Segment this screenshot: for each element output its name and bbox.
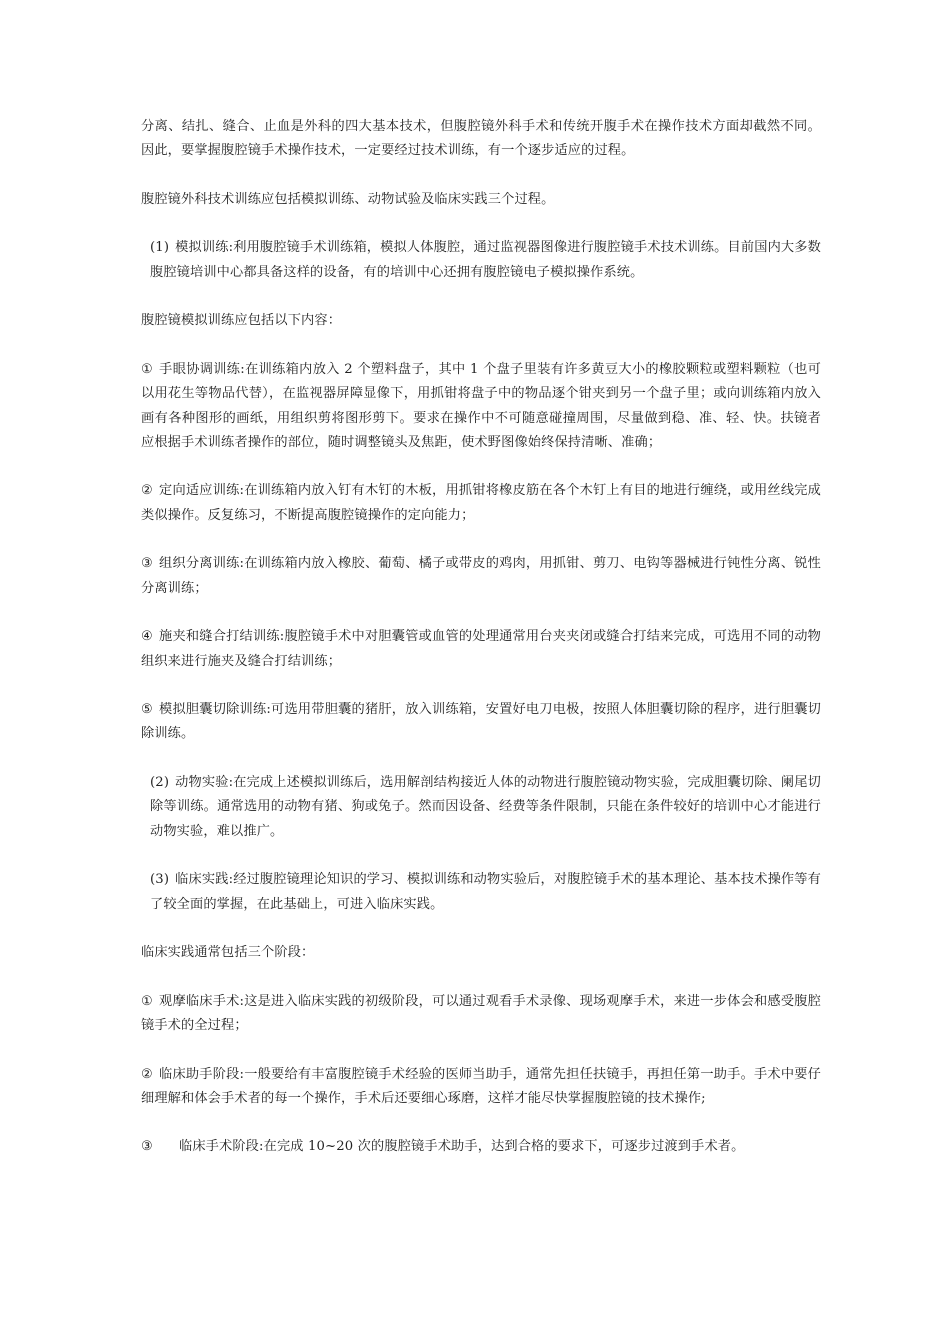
list-item-hand-eye [141, 358, 821, 455]
paragraph-text: 施夹和缝合打结训练:腹腔镜手术中对胆囊管或血管的处理通常用台夹夹闭或缝合打结来完成，可选用不同的动物组织来进行施夹及缝合打结训练； [141, 629, 821, 669]
list-item-orientation [141, 479, 821, 528]
paragraph-simulation-training [141, 236, 821, 285]
paragraph-text: 临床实践通常包括三个阶段： [141, 945, 315, 961]
paragraph-clinical-practice [141, 868, 821, 917]
paragraph-simulation-contents [141, 309, 821, 333]
paragraph-text: 定向适应训练:在训练箱内放入钉有木钉的木板，用抓钳将橡皮筋在各个木钉上有目的地进行缠绕，或用丝线完成类似操作。反复练习，不断提高腹腔镜操作的定向能力； [141, 483, 821, 523]
paragraph-intro [141, 115, 821, 164]
paragraph-text: 观摩临床手术:这是进入临床实践的初级阶段，可以通过观看手术录像、现场观摩手术，来进一步体会和感受腹腔镜手术的全过程； [141, 993, 821, 1033]
list-item-tissue-separation [141, 552, 821, 601]
paragraph-clinical-stages [141, 941, 821, 965]
list-marker: ① [141, 361, 153, 377]
list-marker: ③ [141, 1139, 153, 1155]
paragraph-text: 模拟训练:利用腹腔镜手术训练箱，模拟人体腹腔，通过监视器图像进行腹腔镜手术技术训练。目前国内大多数腹腔镜培训中心都具备这样的设备，有的培训中心还拥有腹腔镜电子模拟操作系统。 [150, 240, 821, 280]
paragraph-text: 组织分离训练:在训练箱内放入橡胶、葡萄、橘子或带皮的鸡肉，用抓钳、剪刀、电钩等器械进行钝性分离、锐性分离训练； [141, 556, 821, 596]
paragraph-text: 临床助手阶段:一般要给有丰富腹腔镜手术经验的医师当助手，通常先担任扶镜手，再担任第一助手。手术中要仔细理解和体会手术者的每一个操作，手术后还要细心琢磨，这样才能尽快掌握腹腔镜的技术操作; [141, 1066, 821, 1106]
paragraph-text: 腹腔镜外科技术训练应包括模拟训练、动物试验及临床实践三个过程。 [141, 191, 555, 207]
list-item-observation [141, 990, 821, 1039]
list-marker: (3) [150, 872, 170, 888]
paragraph-animal-experiment [141, 771, 821, 844]
paragraph-training-overview [141, 188, 821, 212]
paragraph-text: 腹腔镜模拟训练应包括以下内容： [141, 313, 342, 329]
paragraph-text: 模拟胆囊切除训练:可选用带胆囊的猪肝，放入训练箱，安置好电刀电极，按照人体胆囊切除的程序，进行胆囊切除训练。 [141, 702, 821, 742]
list-item-clipping-suturing [141, 625, 821, 674]
list-marker: ② [141, 483, 153, 499]
paragraph-text: 手眼协调训练:在训练箱内放入 2 个塑料盘子，其中 1 个盘子里装有许多黄豆大小的橡胶颗粒或塑料颗粒（也可以用花生等物品代替），在监视器屏障显像下，用抓钳将盘子中的物品逐个钳夹到另一个盘子里；或向训练箱内放入画有各种图形的画纸，用组织剪将图形剪下。要求在操作中不可随意碰撞周围，尽量做到稳、准、轻、快。扶镜者应根据手术训练者操作的部位，随时调整镜头及焦距，使术野图像始终保持清晰、准确； [141, 361, 821, 450]
list-marker: ③ [141, 556, 153, 572]
list-marker: ⑤ [141, 702, 153, 718]
list-item-cholecystectomy-sim [141, 698, 821, 747]
list-marker: ① [141, 993, 153, 1009]
paragraph-text: 分离、结扎、缝合、止血是外科的四大基本技术，但腹腔镜外科手术和传统开腹手术在操作技术方面却截然不同。因此，要掌握腹腔镜手术操作技术，一定要经过技术训练，有一个逐步适应的过程。 [141, 119, 821, 159]
list-marker: ② [141, 1066, 153, 1082]
list-item-surgeon-stage [141, 1135, 821, 1159]
paragraph-text: 临床实践:经过腹腔镜理论知识的学习、模拟训练和动物实验后，对腹腔镜手术的基本理论、基本技术操作等有了较全面的掌握，在此基础上，可进入临床实践。 [150, 872, 821, 912]
paragraph-text: 动物实验:在完成上述模拟训练后，选用解剖结构接近人体的动物进行腹腔镜动物实验，完成胆囊切除、阑尾切除等训练。通常选用的动物有猪、狗或兔子。然而因设备、经费等条件限制，只能在条件较好的培训中心才能进行动物实验，难以推广。 [150, 775, 821, 839]
list-marker: (2) [150, 775, 170, 791]
list-item-assistant-stage [141, 1063, 821, 1112]
list-marker: ④ [141, 629, 153, 645]
paragraph-text: 临床手术阶段:在完成 10~20 次的腹腔镜手术助手，达到合格的要求下，可逐步过渡到手术者。 [179, 1139, 745, 1155]
list-marker: (1) [150, 240, 170, 256]
document-body [141, 115, 821, 1184]
